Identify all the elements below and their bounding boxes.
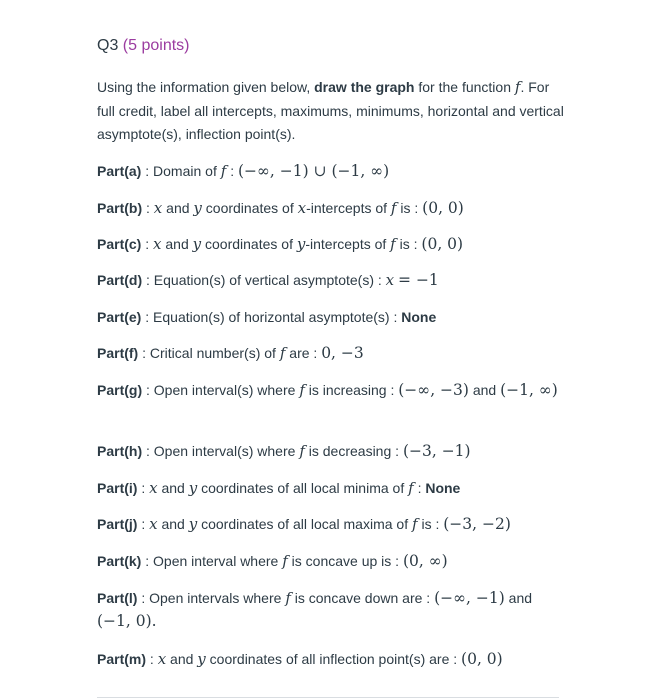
part-l: [97, 587, 567, 633]
question-points: (5 points): [122, 37, 190, 54]
part-a-text1: : Domain of: [145, 163, 217, 179]
part-c-y: y: [192, 235, 202, 253]
part-a-text2: :: [230, 163, 235, 179]
part-i-text4: :: [417, 480, 422, 496]
part-j: [97, 513, 567, 536]
part-g-answer1: (−∞, −3): [398, 381, 469, 399]
part-i-text2: and: [161, 480, 185, 496]
part-h-label: Part(h): [97, 443, 143, 459]
part-g-text3: and: [472, 382, 497, 398]
part-b-text1: :: [146, 200, 150, 216]
part-g-text1: : Open interval(s) where: [146, 382, 296, 398]
part-m-text1: :: [149, 651, 154, 667]
part-i-text3: coordinates of all local minima of: [201, 480, 405, 496]
part-h-answer: (−3, −1): [402, 442, 471, 460]
part-k: [97, 550, 567, 573]
part-k-f: f: [282, 552, 288, 570]
part-j-y: y: [188, 515, 198, 533]
part-c-answer: (0, 0): [421, 235, 464, 253]
part-b-answer: (0, 0): [422, 199, 464, 217]
intro-text-end: . For full credit, label all intercepts, maximums, minimums, horizontal and vertical asymptote(s), inflection point(s).: [97, 79, 564, 142]
part-j-answer: (−3, −2): [443, 515, 511, 533]
part-c-label: Part(c): [97, 236, 142, 252]
part-k-text1: : Open interval where: [145, 553, 279, 569]
part-f-f: f: [279, 344, 286, 362]
part-a: [97, 160, 567, 183]
part-k-answer: (0, ∞): [402, 552, 448, 570]
part-i-label: Part(i): [97, 480, 138, 496]
part-d: [97, 269, 567, 292]
part-m-text3: coordinates of all inflection point(s) are :: [209, 651, 458, 667]
part-h-f: f: [299, 442, 305, 460]
part-i: [97, 477, 567, 500]
part-g-f: f: [299, 381, 305, 399]
part-f: [97, 342, 567, 365]
part-l-label: Part(l): [97, 590, 138, 606]
part-k-label: Part(k): [97, 553, 142, 569]
question-header: [97, 37, 190, 55]
part-c-text1: :: [145, 236, 150, 252]
part-e-label: Part(e): [97, 309, 142, 325]
part-g-answer2: (−1, ∞): [500, 381, 558, 399]
intro-text-before: Using the information given below,: [97, 79, 311, 95]
part-g: [97, 379, 567, 402]
part-e-answer: None: [401, 309, 437, 325]
part-g-label: Part(g): [97, 382, 143, 398]
part-f-text1: : Critical number(s) of: [142, 345, 276, 361]
part-c: [97, 233, 567, 256]
intro-text-after: for the function: [418, 79, 511, 95]
part-a-answer: (−∞, −1) ∪ (−1, ∞): [237, 162, 390, 180]
part-m-answer: (0, 0): [461, 650, 503, 668]
part-m-text2: and: [170, 651, 194, 667]
part-d-text1: : Equation(s) of vertical asymptote(s) :: [146, 272, 382, 288]
part-m-x: x: [157, 650, 167, 668]
part-g-text2: is increasing :: [308, 382, 395, 398]
part-h-text2: is decreasing :: [308, 443, 400, 459]
part-d-label: Part(d): [97, 272, 143, 288]
part-i-text1: :: [141, 480, 146, 496]
part-f-answer: 0, −3: [321, 344, 364, 362]
part-m: [97, 648, 567, 671]
intro-bold-text: draw the graph: [314, 79, 415, 95]
part-b-x: x: [153, 199, 163, 217]
part-d-answer: = −1: [398, 271, 439, 289]
part-j-label: Part(j): [97, 516, 138, 532]
part-j-text1: :: [141, 516, 146, 532]
part-f-label: Part(f): [97, 345, 139, 361]
part-b-text3: coordinates of: [205, 200, 294, 216]
part-l-f: f: [285, 589, 291, 607]
part-l-text3: and: [508, 590, 533, 606]
part-a-label: Part(a): [97, 163, 142, 179]
part-b-x2: x: [297, 199, 307, 217]
part-b-text2: and: [166, 200, 190, 216]
part-b-f: f: [390, 199, 397, 217]
question-number: Q3: [97, 37, 119, 54]
part-c-text3: coordinates of: [205, 236, 293, 252]
part-j-x: x: [149, 515, 158, 533]
part-l-answer2: (−1, 0).: [97, 612, 157, 630]
part-h-text1: : Open interval(s) where: [146, 443, 296, 459]
part-l-answer1: (−∞, −1): [434, 589, 505, 607]
part-j-f: f: [412, 515, 418, 533]
part-h: [97, 440, 567, 463]
part-j-text2: and: [161, 516, 185, 532]
part-f-text2: are :: [289, 345, 318, 361]
part-i-x: x: [149, 479, 158, 497]
part-d-answer-var: x: [385, 271, 395, 289]
intro-function-var: f: [514, 78, 521, 96]
part-l-text2: is concave down are :: [294, 590, 431, 606]
part-j-text4: is :: [421, 516, 440, 532]
part-c-y2: y: [296, 235, 306, 253]
part-b-y: y: [193, 199, 202, 217]
part-b-text4: -intercepts of: [306, 200, 388, 216]
question-instructions: [97, 76, 567, 147]
part-k-text2: is concave up is :: [291, 553, 400, 569]
part-c-f: f: [390, 235, 396, 253]
part-m-y: y: [197, 650, 206, 668]
part-c-text4: -intercepts of: [305, 236, 387, 252]
part-c-text2: and: [165, 236, 189, 252]
part-i-f: f: [408, 479, 414, 497]
part-j-text3: coordinates of all local maxima of: [201, 516, 409, 532]
bottom-divider: [97, 697, 559, 698]
part-m-label: Part(m): [97, 651, 147, 667]
part-e-text1: : Equation(s) of horizontal asymptote(s) :: [145, 309, 398, 325]
part-e: [97, 306, 567, 329]
part-b-text5: is :: [400, 200, 419, 216]
part-c-x: x: [153, 235, 162, 253]
part-b-label: Part(b): [97, 200, 143, 216]
part-i-y: y: [188, 479, 198, 497]
part-i-answer: None: [425, 480, 461, 496]
part-c-text5: is :: [399, 236, 418, 252]
part-l-text1: : Open intervals where: [141, 590, 282, 606]
part-b: [97, 197, 567, 220]
part-a-var: f: [220, 162, 227, 180]
